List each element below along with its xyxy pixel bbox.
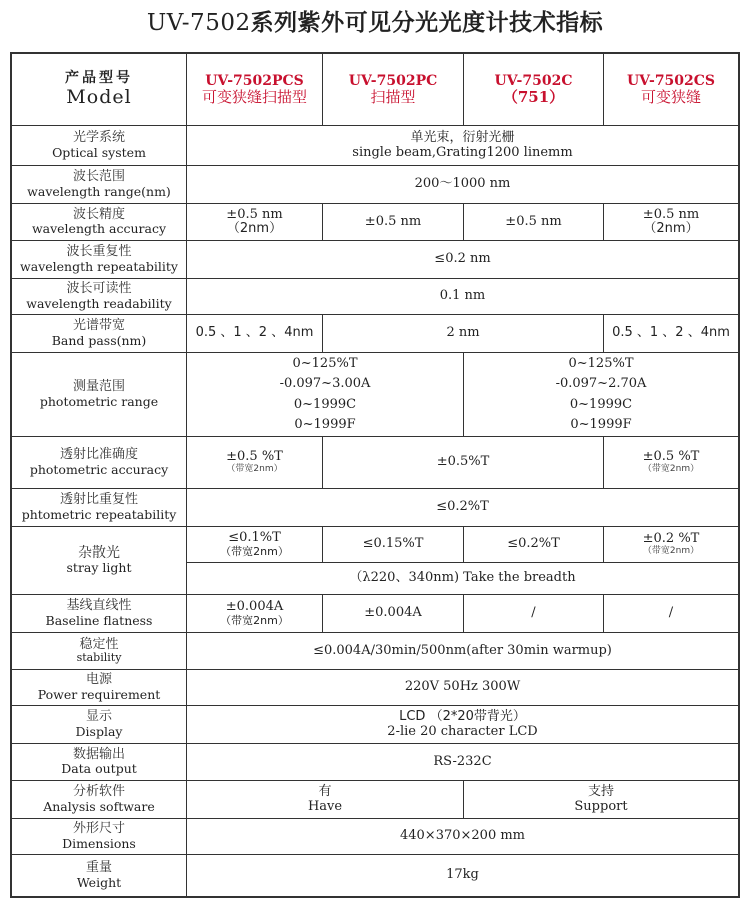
value-line: ≤0.2 nm (434, 251, 491, 267)
value-line: 支持 (587, 784, 614, 800)
value-line: LCD （2*20带背光） (399, 709, 526, 725)
label-zh: 杂散光 (78, 544, 120, 561)
wl-acc-c1 (187, 204, 322, 240)
value-line: -0.097~2.70A (555, 376, 647, 392)
label-en: Dimensions (62, 835, 136, 851)
label-zh: 波长范围 (72, 169, 125, 185)
data-out-value (187, 744, 738, 780)
label-zh: 波长重复性 (66, 244, 132, 260)
value-line: 17kg (446, 867, 479, 883)
label-en: wavelength accuracy (31, 221, 167, 237)
label-en: Display (75, 723, 123, 739)
value-line: ±0.004A (364, 605, 422, 621)
row-label-stability (12, 633, 186, 669)
label-en: Weight (76, 874, 122, 890)
label-en: Power requirement (37, 686, 161, 702)
wl-range-value (187, 166, 738, 203)
photo-range-right (464, 353, 738, 436)
label-en: Baseline flatness (45, 612, 153, 628)
model-name: UV-7502CS (626, 72, 716, 89)
wl-acc-c3 (464, 204, 603, 240)
model-name: UV-7502C (494, 72, 573, 89)
photo-acc-c4 (604, 437, 738, 488)
row-label-dims (12, 819, 186, 854)
display-value (187, 706, 738, 743)
row-label-photo-acc (12, 437, 186, 488)
photo-acc-c1 (187, 437, 322, 488)
header-model-4 (604, 54, 738, 125)
value-line: -0.097~3.00A (279, 376, 371, 392)
label-zh: 外形尺寸 (72, 821, 125, 837)
label-zh: 数据输出 (72, 746, 125, 762)
software-right (464, 781, 738, 818)
label-en: Band pass(nm) (51, 332, 147, 348)
value-line: ±0.5 nm (505, 213, 562, 229)
baseline-c2 (323, 595, 463, 632)
value-line: ±0.5 %T (226, 449, 283, 465)
label-zh: 测量范围 (72, 379, 125, 395)
label-zh: 分析软件 (72, 784, 125, 800)
software-left (187, 781, 463, 818)
wl-acc-c4 (604, 204, 738, 240)
value-line: / (531, 605, 536, 621)
value-line: RS-232C (433, 753, 492, 769)
value-line: 有 (318, 784, 332, 800)
value-line: 0.5 、1 、2 、4nm (195, 325, 314, 341)
label-zh: 基线直线性 (66, 598, 132, 614)
label-en: photometric range (39, 393, 159, 409)
row-label-wl-rep (12, 241, 186, 278)
label-en: Analysis software (43, 798, 155, 814)
label-en: photometric accuracy (29, 461, 169, 477)
header-label-en: Model (66, 85, 132, 108)
model-name: UV-7502PC (348, 72, 438, 89)
power-value (187, 670, 738, 705)
value-line: 0~1999F (294, 416, 356, 432)
header-model-2 (323, 54, 463, 125)
band-c1 (187, 315, 322, 352)
row-label-band (12, 315, 186, 352)
label-en: Optical system (52, 144, 146, 160)
value-line: 440×370×200 mm (399, 828, 525, 844)
row-label-wl-range (12, 166, 186, 203)
value-note: （带宽2nm） (226, 463, 283, 474)
value-line: ≤0.15%T (362, 536, 424, 552)
weight-value (187, 855, 738, 896)
header-model-1 (187, 54, 322, 125)
label-zh: 重量 (85, 860, 112, 876)
value-line: 0~1999C (569, 396, 633, 412)
row-label-power (12, 670, 186, 705)
wl-read-value (187, 279, 738, 314)
row-label-display (12, 706, 186, 743)
value-line: ±0.5 nm (364, 213, 422, 229)
label-zh: 透射比准确度 (59, 447, 138, 463)
value-line: ±0.5%T (436, 454, 490, 470)
value-line: 0~125%T (292, 356, 358, 372)
header-label-zh: 产品型号 (65, 70, 133, 87)
photo-rep-value (187, 489, 738, 526)
value-note: （带宽2nm） (642, 545, 700, 556)
optical-value (187, 126, 738, 165)
band-c4 (604, 315, 738, 352)
row-label-wl-read (12, 279, 186, 314)
dims-value (187, 819, 738, 854)
stray-c3 (464, 527, 603, 562)
row-label-photo-range (12, 353, 186, 436)
value-line: （2nm） (226, 221, 283, 236)
header-model-3 (464, 54, 603, 125)
label-zh: 光谱带宽 (72, 318, 125, 334)
photo-acc-c23 (323, 437, 603, 488)
stray-c2 (323, 527, 463, 562)
value-line: ≤0.1%T (228, 530, 281, 546)
value-line: ≤0.2%T (436, 499, 489, 515)
stray-c1 (187, 527, 322, 562)
header-model-label (12, 54, 186, 125)
row-label-software (12, 781, 186, 818)
model-sub: 可变狭缝扫描型 (201, 87, 307, 106)
value-line: Have (307, 798, 343, 814)
value-line: Support (574, 798, 628, 814)
label-zh: 光学系统 (72, 130, 125, 146)
row-label-optical (12, 126, 186, 165)
stray-note (187, 563, 738, 594)
value-line: 单光束，衍射光栅 (410, 130, 515, 146)
label-en: stability (76, 651, 122, 665)
row-label-baseline (12, 595, 186, 632)
value-line: ≤0.004A/30min/500nm(after 30min warmup) (313, 642, 612, 658)
baseline-c4 (604, 595, 738, 632)
label-zh: 电源 (85, 672, 112, 688)
value-line: 200～1000 nm (414, 176, 511, 192)
label-en: phtometric repeatability (21, 506, 177, 522)
row-label-weight (12, 855, 186, 896)
value-line: 2-lie 20 character LCD (387, 723, 538, 739)
value-line: 0~125%T (568, 356, 634, 372)
value-line: single beam,Grating1200 linemm (352, 144, 573, 160)
baseline-c3 (464, 595, 603, 632)
value-line: 220V 50Hz 300W (404, 679, 521, 695)
model-name: UV-7502PCS (205, 72, 304, 89)
model-sub: 可变狭缝 (640, 87, 701, 106)
model-sub: 扫描型 (370, 87, 416, 106)
value-line: （2nm） (643, 221, 699, 236)
wl-acc-c2 (323, 204, 463, 240)
value-line: ±0.5 %T (642, 449, 700, 465)
value-line: 0.5 、1 、2 、4nm (612, 325, 730, 341)
value-note: （带宽2nm） (220, 613, 289, 627)
label-zh: 稳定性 (79, 636, 119, 652)
value-note: （带宽2nm） (642, 463, 700, 474)
row-label-data-out (12, 744, 186, 780)
value-line: ±0.5 nm (642, 206, 700, 222)
row-label-wl-acc (12, 204, 186, 240)
value-line: ±0.004A (225, 599, 284, 615)
value-line: 0~1999F (570, 416, 632, 432)
row-label-photo-rep (12, 489, 186, 526)
value-line: 0~1999C (293, 396, 357, 412)
label-zh: 波长可读性 (66, 281, 132, 297)
row-label-stray (12, 527, 186, 594)
label-zh: 显示 (85, 709, 112, 725)
value-line: ±0.2 %T (642, 531, 700, 547)
label-en: wavelength repeatability (20, 258, 178, 274)
label-zh: 波长精度 (72, 206, 125, 222)
label-en: Data output (61, 761, 137, 777)
wl-rep-value (187, 241, 738, 278)
band-c23 (323, 315, 603, 352)
value-line: 2 nm (446, 325, 480, 341)
value-line: ±0.5 nm (226, 206, 283, 222)
label-en: wavelength range(nm) (27, 183, 171, 199)
baseline-c1 (187, 595, 322, 632)
value-line: ≤0.2%T (507, 536, 560, 552)
label-en: wavelength readability (26, 295, 172, 311)
value-line: （λ220、340nm) Take the breadth (349, 570, 576, 586)
value-line: 0.1 nm (439, 288, 486, 304)
value-note: （带宽2nm） (220, 544, 289, 558)
title-text: 系列紫外可见分光光度计技术指标 (250, 10, 604, 36)
title-model: UV-7502 (146, 10, 251, 36)
stability-value (187, 633, 738, 669)
label-zh: 透射比重复性 (59, 492, 138, 508)
model-sub: （751） (502, 87, 565, 106)
photo-range-left (187, 353, 463, 436)
value-line: / (668, 605, 674, 621)
label-en: stray light (66, 560, 132, 576)
stray-c4 (604, 527, 738, 562)
